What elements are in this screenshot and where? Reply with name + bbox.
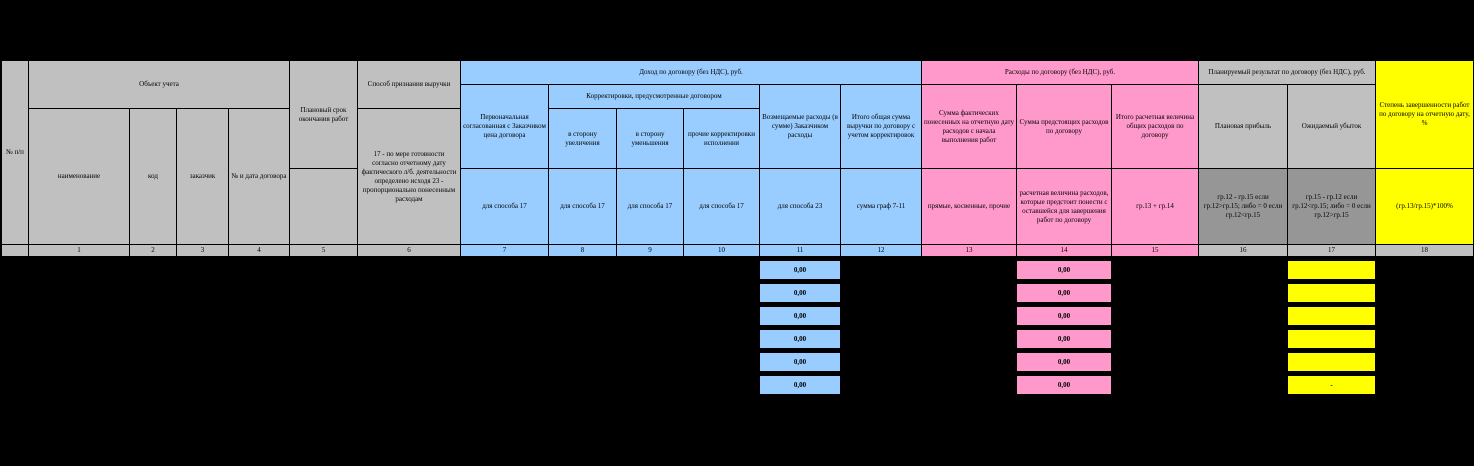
header-income-initial: Первоначальная согласованная с Заказчиком цена договора <box>461 85 549 169</box>
header-deadline: Плановый срок окончания работ <box>290 61 358 169</box>
header-method: Способ признания выручки <box>358 61 461 109</box>
header-expense-group: Расходы по договору (без НДС), руб. <box>922 61 1199 85</box>
table-row <box>2 353 1474 372</box>
row-completion[interactable]: - <box>1288 376 1376 395</box>
colnum-13: 13 <box>922 245 1017 257</box>
colnum-6: 6 <box>358 245 461 257</box>
header-object: Объект учета <box>29 61 290 109</box>
row-total-expenses[interactable]: 0,00 <box>1017 353 1112 372</box>
header-contract-no: № и дата договора <box>229 109 290 245</box>
row-total-revenue[interactable]: 0,00 <box>760 284 841 303</box>
header-total-expenses: Итого расчетная величина общих расходов по договору <box>1112 85 1199 169</box>
row-completion[interactable] <box>1288 307 1376 326</box>
formula-c9: для способа 17 <box>617 169 684 245</box>
row-total-revenue[interactable]: 0,00 <box>760 376 841 395</box>
formula-c18: (гр.13/гр.15)*100% <box>1376 169 1474 245</box>
row-total-revenue[interactable]: 0,00 <box>760 261 841 280</box>
header-reimbursable: Возмещаемые расходы (в сумме) Заказчиком расходы <box>760 85 841 169</box>
header-code: код <box>130 109 177 245</box>
formula-c11: для способа 23 <box>760 169 841 245</box>
formula-c14: расчетная величина расходов, которые предстоит понести с оставшейся для завершения работ по договору <box>1017 169 1112 245</box>
header-completion: Степень завершенности работ по договору на отчетную дату, % <box>1376 61 1474 169</box>
colnum-15: 15 <box>1112 245 1199 257</box>
table-row <box>2 307 1474 326</box>
formula-c17: гр.15 - гр.12 если гр.12<гр.15; либо = 0 если гр.12>гр.15 <box>1288 169 1376 245</box>
colnum-16: 16 <box>1199 245 1288 257</box>
colnum-5: 5 <box>290 245 358 257</box>
header-loss: Ожидаемый убыток <box>1288 85 1376 169</box>
header-actual-expenses: Сумма фактических понесенных на отчетную дату расходов с начала выполнения работ <box>922 85 1017 169</box>
header-income-group: Доход по договору (без НДС), руб. <box>461 61 922 85</box>
colnum-18: 18 <box>1376 245 1474 257</box>
colnum-12: 12 <box>841 245 922 257</box>
row-total-revenue[interactable]: 0,00 <box>760 353 841 372</box>
row-completion[interactable] <box>1288 353 1376 372</box>
row-total-revenue[interactable]: 0,00 <box>760 307 841 326</box>
row-total-expenses[interactable]: 0,00 <box>1017 261 1112 280</box>
colnum-8: 8 <box>549 245 617 257</box>
colnum-14: 14 <box>1017 245 1112 257</box>
formula-c8: для способа 17 <box>549 169 617 245</box>
formula-c7: для способа 17 <box>461 169 549 245</box>
contract-table <box>1 60 1474 395</box>
table-row <box>2 261 1474 280</box>
formula-c12: сумма граф 7-11 <box>841 169 922 245</box>
row-total-expenses[interactable]: 0,00 <box>1017 307 1112 326</box>
colnum-17: 17 <box>1288 245 1376 257</box>
header-method-note: 17 - по мере готовности согласно отчетному дату фактического л/б. деятельности определено исходя 23 - пропорционально понесенным расходам <box>358 109 461 245</box>
row-total-expenses[interactable]: 0,00 <box>1017 284 1112 303</box>
row-completion[interactable] <box>1288 284 1376 303</box>
header-profit: Плановая прибыль <box>1199 85 1288 169</box>
colnum-7: 7 <box>461 245 549 257</box>
header-num: № п/п <box>2 61 29 245</box>
header-future-expenses: Сумма предстоящих расходов по договору <box>1017 85 1112 169</box>
header-result-group: Планируемый результат по договору (без НДС), руб. <box>1199 61 1376 85</box>
row-total-expenses[interactable]: 0,00 <box>1017 330 1112 349</box>
header-name: наименование <box>29 109 130 245</box>
colnum-9: 9 <box>617 245 684 257</box>
header-customer: заказчик <box>177 109 229 245</box>
header-corr-increase: в сторону увеличения <box>549 109 617 169</box>
formula-c15: гр.13 + гр.14 <box>1112 169 1199 245</box>
header-total-revenue: Итого общая сумма выручки по договору с учетом корректировок <box>841 85 922 169</box>
table-row <box>2 376 1474 395</box>
colnum-4: 4 <box>229 245 290 257</box>
formula-c13: прямые, косвенные, прочие <box>922 169 1017 245</box>
formula-deadline <box>290 169 358 245</box>
row-total-revenue[interactable]: 0,00 <box>760 330 841 349</box>
formula-c16: гр.12 - гр.15 если гр.12>гр.15; либо = 0 если гр.12<гр.15 <box>1199 169 1288 245</box>
header-corr-other: прочие корректировки исполнения <box>684 109 760 169</box>
colnum-2: 2 <box>130 245 177 257</box>
table-row <box>2 330 1474 349</box>
header-corr-decrease: в сторону уменьшения <box>617 109 684 169</box>
table-row <box>2 284 1474 303</box>
colnum-3: 3 <box>177 245 229 257</box>
colnum-1: 1 <box>29 245 130 257</box>
row-total-expenses[interactable]: 0,00 <box>1017 376 1112 395</box>
colnum-10: 10 <box>684 245 760 257</box>
colnum-blank <box>2 245 29 257</box>
formula-c10: для способа 17 <box>684 169 760 245</box>
row-completion[interactable] <box>1288 330 1376 349</box>
header-corrections: Корректировки, предусмотренные договором <box>549 85 760 109</box>
row-completion[interactable] <box>1288 261 1376 280</box>
colnum-11: 11 <box>760 245 841 257</box>
